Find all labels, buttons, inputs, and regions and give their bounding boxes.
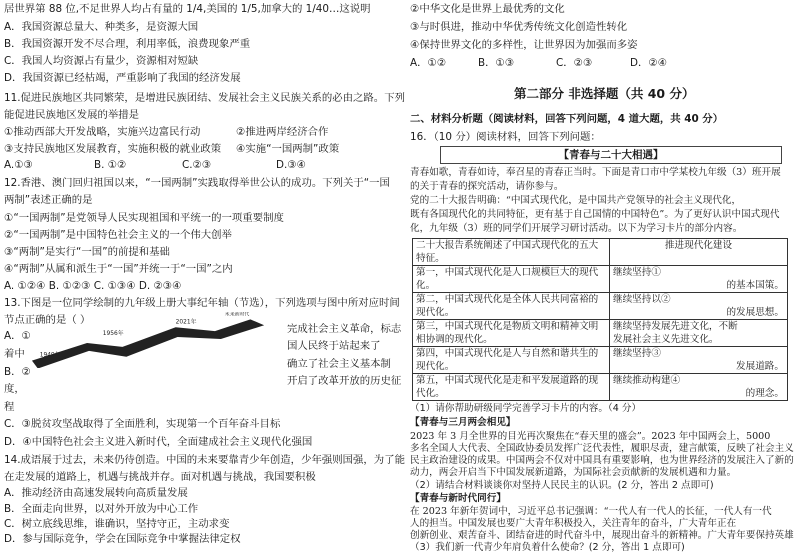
q15-item-4: ④保持世界文化的多样性，让世界因为加强而多姿 <box>410 39 638 51</box>
table-cell: 第一，中国式现代化是人口规模巨大的现代化。 <box>413 266 610 293</box>
q16-material-3: 党的二十大报告明确：“中国式现代化，是中国共产党领导的社会主义现代化， <box>410 195 742 206</box>
q14-stem-cont: 在走发展的道路上，机遇与挑战并存。面对机遇与挑战，我国要积极 <box>4 471 316 483</box>
q12-choices: A. ①②④ B. ①②③ C. ①③④ D. ②③④ <box>4 280 182 292</box>
q16-material-11: 人的担当。中国发展也要广大青年积极投入，关注青年的奋斗，广大青年正在 <box>410 518 737 529</box>
table-row <box>413 374 788 401</box>
q16-material-4: 既有各国现代化的共同特征，更有基于自己国情的中国特色”。为了更好认识中国式现代 <box>410 209 780 220</box>
q11-choice-c: C.②③ <box>182 159 212 171</box>
table-header-cell: 推进现代化建设 <box>610 239 788 266</box>
q15-choice-d: D．②④ <box>630 57 668 69</box>
q15-choice-c: C．②③ <box>556 57 593 69</box>
table-cell-suffix: 发展社会主义先进文化。 <box>613 334 719 345</box>
q10-stem: 居世界第 88 位,不足世界人均占有量的 1/4,美国的 1/5,加拿大的 1/40…这说明 <box>4 3 371 15</box>
q13-stem-cont: 节点正确的是（ ） <box>4 314 91 326</box>
q16-sub-1: （1）请你帮助研级同学完善学习卡片的内容。（4 分） <box>410 403 642 414</box>
table-cell <box>610 293 788 320</box>
q11-choice-a: A.①③ <box>4 159 33 171</box>
q11-item-1: ①推动西部大开发战略，实施兴边富民行动 <box>4 126 201 138</box>
q16-material-10: 在 2023 年新年贺词中，习近平总书记强调：“一代人有一代人的长征，一代人有一代 <box>410 506 772 517</box>
table-header-cell: 二十大报告系统阐述了中国式现代化的五大特征。 <box>413 239 610 266</box>
q11-choice-d: D.③④ <box>276 159 306 171</box>
q13-option-b-text2: 开启了改革开放的历史征 <box>287 375 402 387</box>
q13-option-c: C．③脱贫攻坚战取得了全面胜利，实现第一个百年奋斗目标 <box>4 418 281 430</box>
q10-option-b: B．我国资源开发不尽合理，利用率低，浪费现象严重 <box>4 38 251 50</box>
q16-material-2: 的关于青春的探究活动，请你参与。 <box>410 181 564 192</box>
q16-material-6: 2023 年 3 月全世界的目光再次聚焦在“春天里的盛会”。2023 年中国两会上，5000 <box>410 431 771 442</box>
q16-sub-2: （2）请结合材料谈谈你对坚持人民民主的认识。(2 分，答出 2 点即可) <box>410 480 714 491</box>
table-row <box>413 293 788 320</box>
timeline-label-1949: 1949年 <box>39 352 61 359</box>
q10-option-d: D．我国资源已经枯竭，严重影响了我国的经济发展 <box>4 72 241 84</box>
q13-option-b-cont: 度， <box>4 383 25 395</box>
table-cell: 第三，中国式现代化是物质文明和精神文明相协调的现代化。 <box>413 320 610 347</box>
q14-option-b: B．全面走向世界，以对外开放为中心工作 <box>4 503 199 515</box>
table-cell: 第五，中国式现代化是走和平发展道路的现代化。 <box>413 374 610 401</box>
timeline-arrow-figure <box>28 312 274 368</box>
q16-banner-youth-20th: 【青春与二十大相遇】 <box>440 146 782 164</box>
part-two-title: 第二部分 非选择题（共 40 分） <box>514 86 695 101</box>
q13-option-a-text2: 国人民终于站起来了 <box>287 340 381 352</box>
q16-stem: 16．（10 分）阅读材料，回答下列问题： <box>410 131 601 143</box>
q14-option-d: D．参与国际竞争，学会在国际竞争中掌握法律定权 <box>4 533 241 545</box>
table-cell-suffix: 的理念。 <box>745 388 784 399</box>
timeline-arrow <box>32 319 264 368</box>
answer-blank-4[interactable]: 继续推动构建④ <box>613 375 681 386</box>
q16-material-9: 动力，两会开启当下中国发展新道路，为国际社会贡献新的发展机遇和力量。 <box>410 467 737 478</box>
timeline-label-2021: 2021年 <box>175 319 197 326</box>
table-row <box>413 347 788 374</box>
q10-option-c: C．我国人均资源占有量少，资源相对短缺 <box>4 55 199 67</box>
q13-stem: 13.下图是一位同学绘制的九年级上册大事纪年轴（节选），下列选项与图中所对应时间 <box>4 297 400 309</box>
q14-stem: 14.成语展于过去，未来仍待创造。中国的未来要靠青少年创造，少年强则国强，为了能 <box>4 454 405 466</box>
q13-option-b-text: 确立了社会主义基本制 <box>287 358 391 370</box>
table-row <box>413 320 788 347</box>
table-cell <box>610 347 788 374</box>
q12-item-2: ②“一国两制”是中国特色社会主义的一个伟大创举 <box>4 229 232 241</box>
q16-sub-3: （3）我们新一代青少年肩负着什么使命？(2 分，答出 1 点即可) <box>410 542 685 553</box>
q16-material-1: 青春如歌，青春如诗，奉召星的青春正当时。下面是青口市中学某校九年级（3）班开展 <box>410 167 781 178</box>
table-cell-suffix: 的发展思想。 <box>726 307 784 318</box>
q13-option-b-cont2: 程 <box>4 401 15 413</box>
table-cell: 第二，中国式现代化是全体人民共同富裕的现代化。 <box>413 293 610 320</box>
answer-blank-1[interactable]: 继续坚持① <box>613 267 661 278</box>
table-cell <box>610 320 788 347</box>
q15-item-2: ②中华文化是世界上最优秀的文化 <box>410 3 565 15</box>
q11-item-3: ③支持民族地区发展教育，实施积极的就业政策 <box>4 143 222 155</box>
q11-choice-b: B. ①② <box>94 159 127 171</box>
q15-choice-a: A．①② <box>410 57 447 69</box>
q16-material-7: 多名全国人大代表、全国政协委员发挥广泛代表性，履职尽责，建言献策，反映了社会主义 <box>410 443 794 454</box>
section-two-heading: 二、材料分析题（阅读材料，回答下列问题，4 道大题，共 40 分） <box>410 113 724 125</box>
timeline-label-1956: 1956年 <box>102 331 124 338</box>
q15-item-3: ③与时俱进，推动中华优秀传统文化创造性转化 <box>410 21 628 33</box>
q13-option-a-cont: 着中 <box>4 348 25 360</box>
q16-material-8: 民主政治建设的成果。中国两会不仅对中国具有重要影响，也为世界经济的发展注入了新的 <box>410 455 794 466</box>
table-cell-suffix: 的基本国策。 <box>726 280 784 291</box>
table-cell: 第四，中国式现代化是人与自然和谐共生的现代化。 <box>413 347 610 374</box>
table-cell-text: 继续坚持发展先进文化，不断 <box>613 321 738 332</box>
table-header-row <box>413 239 788 266</box>
q11-stem-cont: 能促进民族地区发展的举措是 <box>4 109 140 121</box>
q16-material-12: 创新创业、艰苦奋斗、团结奋进的时代奋斗中，展现出奋斗的新精神。广大青年要保持英雄 <box>410 530 794 541</box>
q10-option-a: A．我国资源总量大、种类多，是资源大国 <box>4 21 199 33</box>
table-cell-suffix: 发展道路。 <box>736 361 784 372</box>
answer-blank-3[interactable]: 继续坚持③ <box>613 348 661 359</box>
table-cell <box>610 266 788 293</box>
q13-option-a: A．① <box>4 330 31 342</box>
table-row <box>413 266 788 293</box>
q12-stem: 12.香港、澳门回归祖国以来，“一国两制”实践取得举世公认的成功。下列关于“一国 <box>4 177 390 189</box>
q16-material-5: 化，九年级（3）班的同学们开展学习研讨活动。以下为学习卡片的部分内容。 <box>410 223 743 234</box>
timeline-label-new-era: 未来新时代 <box>224 312 250 318</box>
q13-option-b: B．② <box>4 366 31 378</box>
q16-banner-two-sessions: 【青春与三月两会相见】 <box>410 417 516 428</box>
q14-option-c: C．树立底线思维，谁确识，坚持守正，主动求变 <box>4 518 230 530</box>
q11-stem: 11.促进民族地区共同繁荣，是增进民族团结、发展社会主义民族关系的必由之路。下列 <box>4 92 405 104</box>
study-card-table <box>412 238 788 401</box>
table-cell <box>610 374 788 401</box>
q15-choice-b: B．①③ <box>478 57 515 69</box>
q11-item-2: ②推进两岸经济合作 <box>236 126 329 138</box>
q14-option-a: A．推动经济由高速发展转向高质量发展 <box>4 487 188 499</box>
answer-blank-2[interactable]: 继续坚持以② <box>613 294 671 305</box>
q13-option-a-text: 完成社会主义革命，标志 <box>287 323 402 335</box>
q12-stem-cont: 两制”表述正确的是 <box>4 194 93 206</box>
q12-item-1: ①“一国两制”是党领导人民实现祖国和平统一的一项重要制度 <box>4 212 284 224</box>
q11-item-4: ④实施“一国两制”政策 <box>236 143 340 155</box>
q12-item-4: ④“两制”从属和派生于“一国”并统一于“一国”之内 <box>4 263 233 275</box>
q13-option-d: D．④中国特色社会主义进入新时代，全面建成社会主义现代化强国 <box>4 436 313 448</box>
q12-item-3: ③“两制”是实行“一国”的前提和基础 <box>4 246 170 258</box>
q16-banner-new-era: 【青春与新时代同行】 <box>410 493 506 504</box>
